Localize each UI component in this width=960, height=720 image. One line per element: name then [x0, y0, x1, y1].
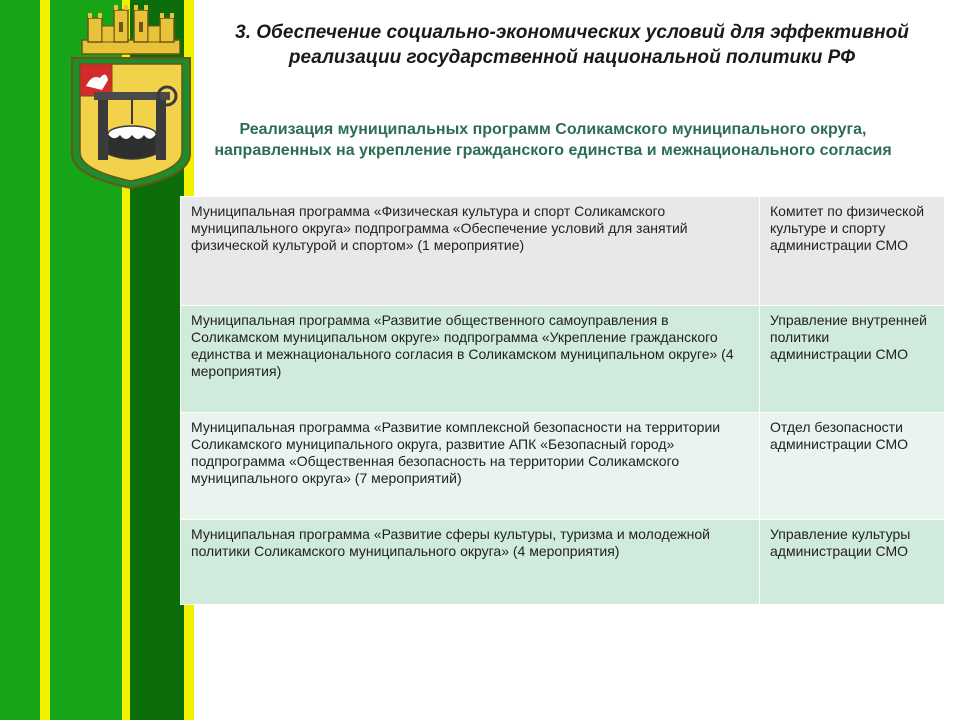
- side-stripe-yellow: [40, 0, 50, 720]
- table-row: [181, 520, 945, 605]
- program-cell: Муниципальная программа «Развитие сферы культуры, туризма и молодежной политики Соликамского муниципального округа» (4 мероприятия): [181, 520, 760, 605]
- programs-table: [180, 196, 945, 605]
- page-title: 3. Обеспечение социально-экономических условий для эффективной реализации государственной национальной политики РФ: [235, 22, 909, 68]
- department-cell: Управление культуры администрации СМО: [760, 520, 945, 605]
- side-stripe-green: [0, 0, 40, 720]
- program-cell: Муниципальная программа «Развитие комплексной безопасности на территории Соликамского муниципального округа, развитие АПК «Безопасный город» подпрограмма «Общественная безопасность на территории Соликамского муниципального округа» (7 мероприятий): [181, 413, 760, 520]
- table-row: [181, 413, 945, 520]
- department-cell: Комитет по физической культуре и спорту администрации СМО: [760, 197, 945, 306]
- table-row: [181, 197, 945, 306]
- coat-of-arms-icon: [62, 4, 200, 192]
- department-cell: Отдел безопасности администрации СМО: [760, 413, 945, 520]
- table-row: [181, 306, 945, 413]
- program-cell: Муниципальная программа «Развитие общественного самоуправления в Соликамском муниципальном округе» подпрограмма «Укрепление гражданского единства и межнационального согласия в Соликамском муниципальном округе» (4 мероприятия): [181, 306, 760, 413]
- page-subtitle: Реализация муниципальных программ Соликамского муниципального округа, направленных на укрепление гражданского единства и межнационального согласия: [214, 121, 892, 159]
- crown-icon: [82, 5, 180, 54]
- department-cell: Управление внутренней политики администрации СМО: [760, 306, 945, 413]
- program-cell: Муниципальная программа «Физическая культура и спорт Соликамского муниципального округа» подпрограмма «Обеспечение условий для занятий физической культурой и спортом» (1 мероприятие): [181, 197, 760, 306]
